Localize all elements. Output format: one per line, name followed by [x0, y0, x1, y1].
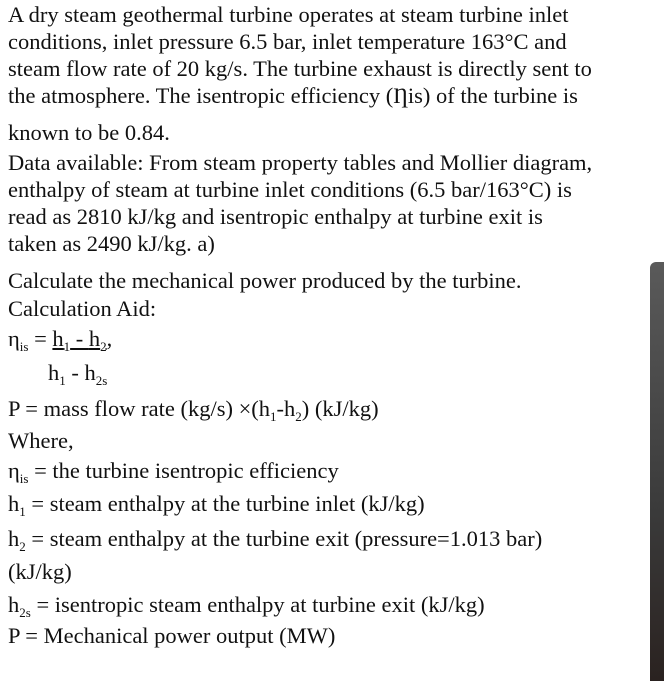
definition-eta: $\eta_{is}$ = the turbine isentropic efficiency: [8, 458, 339, 486]
definition-power: P = Mechanical power output (MW): [8, 623, 336, 648]
definition-h2-unit: (kJ/kg): [8, 559, 72, 584]
problem-line: steam flow rate of 20 kg/s. The turbine exhaust is directly sent to: [8, 56, 592, 81]
problem-line: known to be 0.84.: [8, 120, 170, 145]
problem-line: enthalpy of steam at turbine inlet conditions (6.5 bar/163°C) is: [8, 177, 572, 202]
efficiency-formula-denominator: $h_1 - h_{2s}$: [48, 360, 108, 388]
background-photo-edge: [650, 262, 664, 681]
problem-line: Calculation Aid:: [8, 296, 157, 321]
where-heading: Where,: [8, 428, 74, 453]
efficiency-formula-numerator: $\eta_{is} = h_1 - h_2$,: [8, 326, 113, 354]
problem-line: Data available: From steam property tables and Mollier diagram,: [8, 150, 593, 175]
definition-h1: $h_1$ = steam enthalpy at the turbine inlet (kJ/kg): [8, 491, 425, 519]
definition-h2s: $h_{2s}$ = isentropic steam enthalpy at turbine exit (kJ/kg): [8, 592, 485, 620]
problem-line: read as 2810 kJ/kg and isentropic enthalpy at turbine exit is: [8, 204, 543, 229]
definition-h2: $h_2$ = steam enthalpy at the turbine exit (pressure=1.013 bar): [8, 526, 543, 554]
power-formula: P = mass flow rate $(kg/s) \times(h_1-h_2)$ (kJ/kg): [8, 396, 379, 424]
problem-line: taken as 2490 kJ/kg. a): [8, 231, 215, 256]
problem-line: A dry steam geothermal turbine operates at steam turbine inlet: [8, 2, 569, 27]
problem-line: the atmosphere. The isentropic efficiency (Ƞis) of the turbine is: [8, 83, 578, 108]
problem-line: Calculate the mechanical power produced by the turbine.: [8, 268, 522, 293]
problem-line: conditions, inlet pressure 6.5 bar, inlet temperature 163°C and: [8, 29, 567, 54]
